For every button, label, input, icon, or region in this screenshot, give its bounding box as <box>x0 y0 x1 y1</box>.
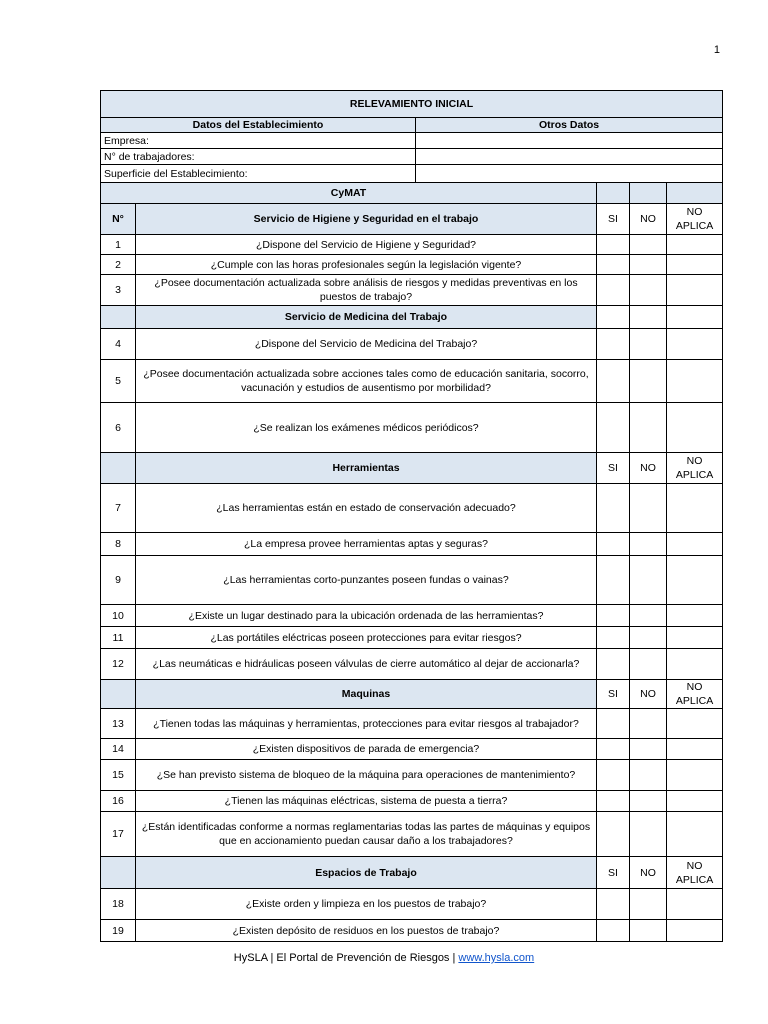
item-number: 4 <box>101 329 136 360</box>
answer-na-cell[interactable] <box>667 533 723 556</box>
item-question: ¿Las herramientas están en estado de conservación adecuado? <box>136 484 597 533</box>
item-number: 8 <box>101 533 136 556</box>
table-row <box>101 812 723 857</box>
col-no-header: NO <box>630 680 667 709</box>
section-title: Servicio de Higiene y Seguridad en el trabajo <box>136 204 597 235</box>
item-question: ¿Existen dispositivos de parada de emergencia? <box>136 739 597 760</box>
table-row <box>101 791 723 812</box>
answer-na-cell[interactable] <box>667 709 723 739</box>
table-row <box>101 329 723 360</box>
col-si-header: SI <box>597 680 630 709</box>
item-question: ¿Se realizan los exámenes médicos periódicos? <box>136 403 597 453</box>
answer-si-cell[interactable] <box>597 255 630 275</box>
answer-na-cell[interactable] <box>667 235 723 255</box>
answer-si-cell[interactable] <box>597 235 630 255</box>
col-na-header: NO APLICA <box>667 204 723 235</box>
field-empresa: Empresa: <box>101 133 416 149</box>
item-number: 15 <box>101 760 136 791</box>
item-question: ¿Existen depósito de residuos en los puestos de trabajo? <box>136 920 597 942</box>
table-row <box>101 235 723 255</box>
answer-no-cell[interactable] <box>630 403 667 453</box>
item-number: 2 <box>101 255 136 275</box>
answer-no-cell[interactable] <box>630 920 667 942</box>
answer-no-cell[interactable] <box>630 812 667 857</box>
answer-si-cell[interactable] <box>597 360 630 403</box>
col-na-header: NO APLICA <box>667 857 723 889</box>
field-superficie-value[interactable] <box>416 165 723 183</box>
item-question: ¿Posee documentación actualizada sobre acciones tales como de educación sanitaria, socorro, vacunación y estudios de ausentismo por morbilidad? <box>136 360 597 403</box>
table-row <box>101 556 723 605</box>
answer-no-cell[interactable] <box>630 275 667 306</box>
answer-no-cell[interactable] <box>630 605 667 627</box>
answer-si-cell[interactable] <box>597 275 630 306</box>
item-number: 7 <box>101 484 136 533</box>
footer-text: HySLA | El Portal de Prevención de Riesgos | <box>233 952 459 964</box>
answer-no-cell[interactable] <box>630 255 667 275</box>
item-question: ¿Las portátiles eléctricas poseen protecciones para evitar riesgos? <box>136 627 597 649</box>
table-row <box>101 484 723 533</box>
answer-si-cell[interactable] <box>597 627 630 649</box>
table-row <box>101 360 723 403</box>
answer-no-cell[interactable] <box>630 556 667 605</box>
item-question: ¿Dispone del Servicio de Medicina del Trabajo? <box>136 329 597 360</box>
item-question: ¿Existe un lugar destinado para la ubicación ordenada de las herramientas? <box>136 605 597 627</box>
item-number: 13 <box>101 709 136 739</box>
item-question: ¿Se han previsto sistema de bloqueo de la máquina para operaciones de mantenimiento? <box>136 760 597 791</box>
section-title: Herramientas <box>136 453 597 484</box>
survey-table <box>100 90 723 942</box>
answer-na-cell[interactable] <box>667 360 723 403</box>
answer-no-cell[interactable] <box>630 760 667 791</box>
table-row <box>101 739 723 760</box>
answer-na-cell[interactable] <box>667 920 723 942</box>
answer-no-cell[interactable] <box>630 649 667 680</box>
col-na-header: NO APLICA <box>667 453 723 484</box>
answer-si-cell[interactable] <box>597 812 630 857</box>
answer-si-cell[interactable] <box>597 889 630 920</box>
establishment-header: Datos del Establecimiento <box>101 118 416 133</box>
item-question: ¿Las herramientas corto-punzantes poseen fundas o vainas? <box>136 556 597 605</box>
item-question: ¿Tienen las máquinas eléctricas, sistema de puesta a tierra? <box>136 791 597 812</box>
item-number: 3 <box>101 275 136 306</box>
answer-si-cell[interactable] <box>597 403 630 453</box>
other-data-header: Otros Datos <box>416 118 723 133</box>
answer-na-cell[interactable] <box>667 791 723 812</box>
item-question: ¿Tienen todas las máquinas y herramientas, protecciones para evitar riesgos al trabajador? <box>136 709 597 739</box>
table-row <box>101 889 723 920</box>
answer-si-cell[interactable] <box>597 533 630 556</box>
answer-si-cell[interactable] <box>597 329 630 360</box>
col-no-header: NO <box>630 857 667 889</box>
field-trabajadores: N° de trabajadores: <box>101 149 416 165</box>
item-question: ¿Dispone del Servicio de Higiene y Seguridad? <box>136 235 597 255</box>
answer-no-cell[interactable] <box>630 533 667 556</box>
answer-no-cell[interactable] <box>630 329 667 360</box>
item-question: ¿Están identificadas conforme a normas reglamentarias todas las partes de máquinas y equipos que en accionamiento puedan causar daño a los trabajadores? <box>136 812 597 857</box>
item-number: 6 <box>101 403 136 453</box>
table-row <box>101 533 723 556</box>
col-si-header: SI <box>597 204 630 235</box>
item-number: 10 <box>101 605 136 627</box>
answer-no-cell[interactable] <box>630 627 667 649</box>
item-question: ¿La empresa provee herramientas aptas y seguras? <box>136 533 597 556</box>
answer-na-cell[interactable] <box>667 275 723 306</box>
item-question: ¿Las neumáticas e hidráulicas poseen válvulas de cierre automático al dejar de accionarla? <box>136 649 597 680</box>
answer-no-cell[interactable] <box>630 791 667 812</box>
table-row <box>101 255 723 275</box>
answer-si-cell[interactable] <box>597 920 630 942</box>
answer-na-cell[interactable] <box>667 739 723 760</box>
table-row <box>101 920 723 942</box>
answer-na-cell[interactable] <box>667 484 723 533</box>
field-trabajadores-value[interactable] <box>416 149 723 165</box>
answer-no-cell[interactable] <box>630 484 667 533</box>
item-number: 14 <box>101 739 136 760</box>
table-row <box>101 275 723 306</box>
answer-si-cell[interactable] <box>597 739 630 760</box>
item-number: 5 <box>101 360 136 403</box>
answer-no-cell[interactable] <box>630 235 667 255</box>
item-number: 17 <box>101 812 136 857</box>
page-number: 1 <box>713 44 720 56</box>
answer-no-cell[interactable] <box>630 739 667 760</box>
item-question: ¿Existe orden y limpieza en los puestos de trabajo? <box>136 889 597 920</box>
answer-no-cell[interactable] <box>630 889 667 920</box>
answer-si-cell[interactable] <box>597 484 630 533</box>
answer-no-cell[interactable] <box>630 360 667 403</box>
answer-no-cell[interactable] <box>630 709 667 739</box>
answer-na-cell[interactable] <box>667 403 723 453</box>
table-row <box>101 760 723 791</box>
footer <box>0 952 768 964</box>
section-title: Servicio de Medicina del Trabajo <box>136 306 597 329</box>
section-title: Espacios de Trabajo <box>136 857 597 889</box>
item-number: 12 <box>101 649 136 680</box>
item-number: 1 <box>101 235 136 255</box>
col-si-header: SI <box>597 857 630 889</box>
answer-na-cell[interactable] <box>667 329 723 360</box>
table-row <box>101 627 723 649</box>
answer-si-cell[interactable] <box>597 649 630 680</box>
answer-na-cell[interactable] <box>667 889 723 920</box>
answer-na-cell[interactable] <box>667 812 723 857</box>
cymat-label: CyMAT <box>101 183 597 204</box>
item-number: 16 <box>101 791 136 812</box>
table-title: RELEVAMIENTO INICIAL <box>101 91 723 118</box>
answer-si-cell[interactable] <box>597 605 630 627</box>
answer-si-cell[interactable] <box>597 556 630 605</box>
answer-na-cell[interactable] <box>667 556 723 605</box>
answer-si-cell[interactable] <box>597 760 630 791</box>
answer-na-cell[interactable] <box>667 760 723 791</box>
item-number: 9 <box>101 556 136 605</box>
item-question: ¿Posee documentación actualizada sobre análisis de riesgos y medidas preventivas en los puestos de trabajo? <box>136 275 597 306</box>
table-row <box>101 605 723 627</box>
table-row <box>101 709 723 739</box>
answer-si-cell[interactable] <box>597 791 630 812</box>
col-no-header: NO <box>630 453 667 484</box>
item-number: 19 <box>101 920 136 942</box>
col-si-header: SI <box>597 453 630 484</box>
answer-si-cell[interactable] <box>597 709 630 739</box>
field-empresa-value[interactable] <box>416 133 723 149</box>
col-na-header: NO APLICA <box>667 680 723 709</box>
item-question: ¿Cumple con las horas profesionales según la legislación vigente? <box>136 255 597 275</box>
item-number: 11 <box>101 627 136 649</box>
item-number: 18 <box>101 889 136 920</box>
table-row <box>101 649 723 680</box>
field-superficie: Superficie del Establecimiento: <box>101 165 416 183</box>
section-title: Maquinas <box>136 680 597 709</box>
footer-link[interactable]: www.hysla.com <box>458 952 535 964</box>
col-no-header: NO <box>630 204 667 235</box>
answer-na-cell[interactable] <box>667 627 723 649</box>
answer-na-cell[interactable] <box>667 649 723 680</box>
answer-na-cell[interactable] <box>667 255 723 275</box>
col-number-header: N° <box>101 204 136 235</box>
table-row <box>101 403 723 453</box>
answer-na-cell[interactable] <box>667 605 723 627</box>
